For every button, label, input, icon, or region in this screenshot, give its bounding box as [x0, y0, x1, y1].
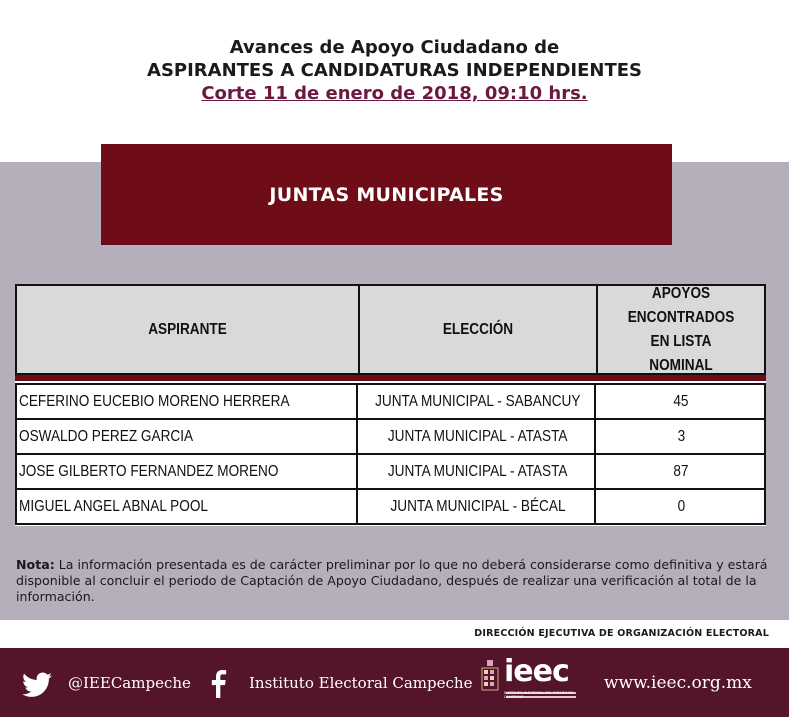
column-divider: [594, 455, 596, 488]
facebook-icon[interactable]: [207, 670, 229, 698]
ieec-logo: [478, 656, 582, 708]
cell-apoyos: 87: [673, 462, 689, 480]
column-header-apoyos: APOYOS ENCONTRADOS EN LISTA NOMINAL: [627, 284, 735, 374]
disclaimer-note: [16, 557, 772, 605]
column-divider: [358, 286, 360, 373]
table-row: [15, 383, 766, 420]
column-divider: [594, 420, 596, 453]
section-title: JUNTAS MUNICIPALES: [269, 183, 504, 206]
cell-apoyos: 3: [677, 427, 685, 445]
page-title-line1: Avances de Apoyo Ciudadano de: [229, 37, 560, 58]
cutoff-date: Corte 11 de enero de 2018, 09:10 hrs.: [201, 83, 588, 104]
facebook-name[interactable]: Instituto Electoral Campeche: [249, 673, 473, 692]
page-header: [0, 0, 789, 162]
cell-aspirante: MIGUEL ANGEL ABNAL POOL: [19, 497, 208, 515]
column-divider: [356, 385, 358, 418]
column-header-eleccion: ELECCIÓN: [442, 320, 514, 338]
cell-eleccion: JUNTA MUNICIPAL - BÉCAL: [390, 497, 566, 515]
cell-aspirante: OSWALDO PEREZ GARCIA: [19, 427, 194, 445]
header-rule: [15, 375, 766, 381]
column-divider: [594, 385, 596, 418]
note-text: La información presentada es de carácter preliminar por lo que no deberá considerarse como definitiva y estará disponible al concluir el periodo de Captación de Apoyo Ciudadano, después de realizar una verificación al total de la información.: [16, 557, 768, 604]
cell-eleccion: JUNTA MUNICIPAL - ATASTA: [388, 462, 568, 480]
results-table: [15, 284, 766, 526]
cell-eleccion: JUNTA MUNICIPAL - ATASTA: [388, 427, 568, 445]
column-divider: [356, 455, 358, 488]
table-header: [15, 284, 766, 375]
table-row: [15, 420, 766, 455]
cell-eleccion: JUNTA MUNICIPAL - SABANCUY: [375, 392, 581, 410]
table-row: [15, 455, 766, 490]
table-row: [15, 490, 766, 525]
column-divider: [356, 490, 358, 523]
website-link[interactable]: www.ieec.org.mx: [604, 672, 752, 693]
logo-subtitle: INSTITUTO ELECTORAL DEL ESTADO DE CAMPECHE: [504, 691, 574, 699]
twitter-handle[interactable]: @IEECampeche: [68, 673, 191, 692]
column-divider: [596, 286, 598, 373]
column-header-aspirante: ASPIRANTE: [148, 320, 227, 338]
note-label: Nota:: [16, 557, 55, 572]
twitter-icon[interactable]: [22, 672, 52, 698]
column-divider: [356, 420, 358, 453]
section-banner: [101, 144, 672, 245]
issuing-department: DIRECCIÓN EJECUTIVA DE ORGANIZACIÓN ELECTORAL: [474, 628, 769, 639]
cell-apoyos: 45: [673, 392, 689, 410]
footer-bar: [0, 648, 789, 717]
cell-apoyos: 0: [677, 497, 685, 515]
cell-aspirante: CEFERINO EUCEBIO MORENO HERRERA: [19, 392, 290, 410]
page-title-line2: ASPIRANTES A CANDIDATURAS INDEPENDIENTES: [147, 60, 642, 81]
cell-aspirante: JOSE GILBERTO FERNANDEZ MORENO: [19, 462, 279, 480]
logo-wordmark: ieec: [504, 654, 569, 689]
column-divider: [594, 490, 596, 523]
